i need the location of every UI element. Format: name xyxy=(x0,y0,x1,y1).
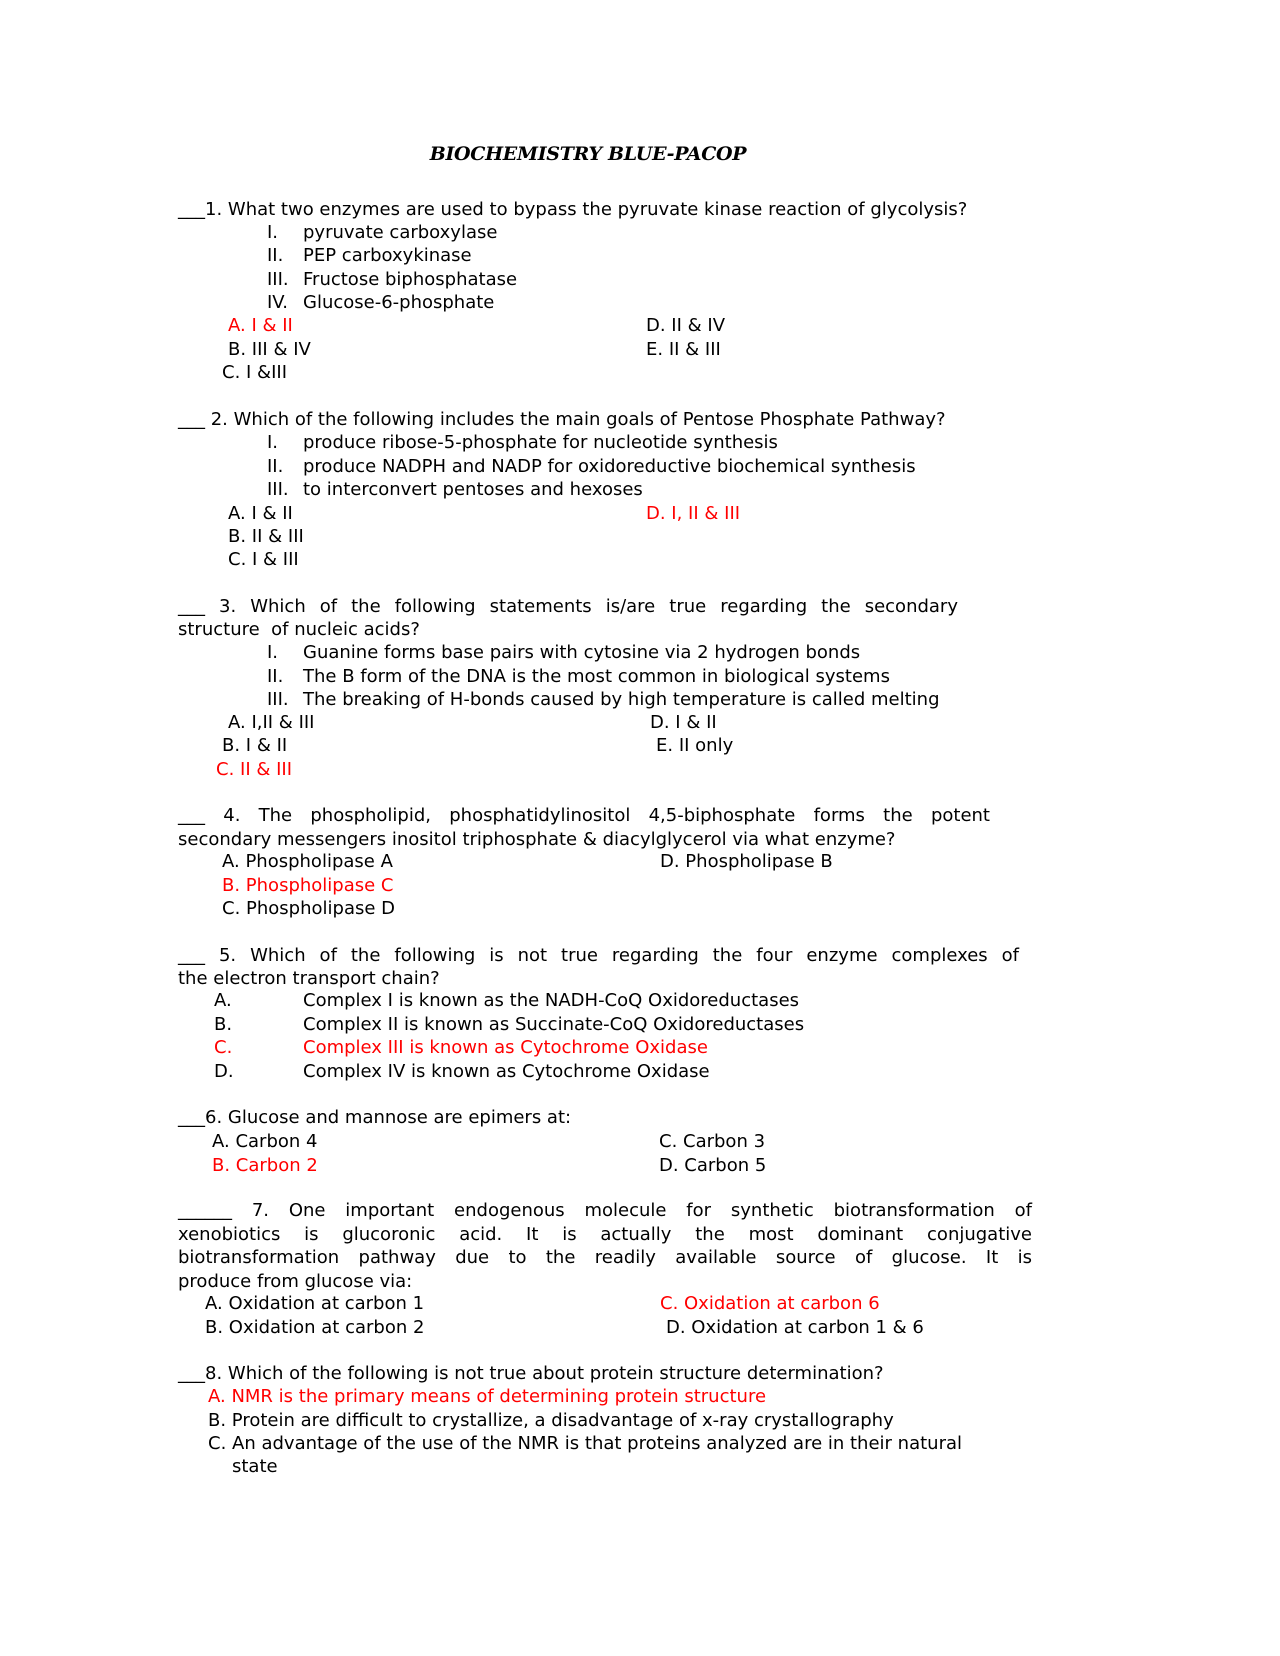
option-a-answer: A. I & II xyxy=(228,315,293,336)
item-text: produce ribose-5-phosphate for nucleotide synthesis xyxy=(303,432,778,453)
question-stem: secondary messengers inositol triphosphate & diacylglycerol via what enzyme? xyxy=(178,829,896,850)
option-a: A. Carbon 4 xyxy=(212,1131,318,1152)
question-stem: ___ 4. The phospholipid, phosphatidylinositol 4,5-biphosphate forms the potent xyxy=(178,805,990,826)
document-title: BIOCHEMISTRY BLUE-PACOP xyxy=(429,143,747,165)
question-stem: structure of nucleic acids? xyxy=(178,619,420,640)
item-text: PEP carboxykinase xyxy=(303,245,472,266)
question-stem: xenobiotics is glucoronic acid. It is actually the most dominant conjugative xyxy=(178,1224,1032,1245)
option-b: B. I & II xyxy=(222,735,288,756)
item-numeral: IV. xyxy=(267,292,289,313)
option-e: E. II only xyxy=(656,735,734,756)
question-stem: produce from glucose via: xyxy=(178,1271,413,1292)
option-a: A. I & II xyxy=(228,503,293,524)
option-d: D. I & II xyxy=(650,712,717,733)
option-e: E. II & III xyxy=(646,339,721,360)
option-a: A. Oxidation at carbon 1 xyxy=(205,1293,425,1314)
item-text: The B form of the DNA is the most common in biological systems xyxy=(303,666,890,687)
option-d: D. Oxidation at carbon 1 & 6 xyxy=(666,1317,924,1338)
item-text: pyruvate carboxylase xyxy=(303,222,498,243)
item-numeral: I. xyxy=(267,432,279,453)
option-a: A. Phospholipase A xyxy=(222,851,393,872)
item-numeral: III. xyxy=(267,269,289,290)
option-c: C. I & III xyxy=(228,549,299,570)
item-text: to interconvert pentoses and hexoses xyxy=(303,479,643,500)
option-b: B. II & III xyxy=(228,526,304,547)
item-numeral: II. xyxy=(267,456,284,477)
option-letter: D. xyxy=(214,1061,234,1082)
option-c-answer: C. Oxidation at carbon 6 xyxy=(660,1293,880,1314)
option-letter-answer: C. xyxy=(214,1037,233,1058)
item-numeral: II. xyxy=(267,245,284,266)
item-numeral: II. xyxy=(267,666,284,687)
item-text: The breaking of H-bonds caused by high temperature is called melting xyxy=(303,689,940,710)
option-a: A. I,II & III xyxy=(228,712,315,733)
option-c: C. I &III xyxy=(222,362,288,383)
option-letter: A. xyxy=(214,990,232,1011)
option-d: D. II & IV xyxy=(646,315,726,336)
option-c: C. Carbon 3 xyxy=(659,1131,766,1152)
option-c: C. Phospholipase D xyxy=(222,898,396,919)
option-c-answer: C. II & III xyxy=(216,759,293,780)
option-c-continued: state xyxy=(232,1456,278,1477)
item-text: Glucose-6-phosphate xyxy=(303,292,495,313)
question-stem: ___6. Glucose and mannose are epimers at: xyxy=(178,1107,572,1128)
item-text: produce NADPH and NADP for oxidoreductive biochemical synthesis xyxy=(303,456,916,477)
item-numeral: I. xyxy=(267,222,279,243)
question-stem: biotransformation pathway due to the readily available source of glucose. It is xyxy=(178,1247,1032,1268)
option-text: Complex IV is known as Cytochrome Oxidase xyxy=(303,1061,710,1082)
question-stem: ___ 5. Which of the following is not true regarding the four enzyme complexes of xyxy=(178,945,1019,966)
question-stem: ______ 7. One important endogenous molecule for synthetic biotransformation of xyxy=(178,1200,1032,1221)
option-b-answer: B. Carbon 2 xyxy=(212,1155,318,1176)
option-b: B. Oxidation at carbon 2 xyxy=(205,1317,425,1338)
option-a-answer: A. NMR is the primary means of determining protein structure xyxy=(208,1386,767,1407)
option-b: B. Protein are difficult to crystallize, a disadvantage of x-ray crystallography xyxy=(208,1410,894,1431)
item-text: Guanine forms base pairs with cytosine via 2 hydrogen bonds xyxy=(303,642,861,663)
option-d: D. Carbon 5 xyxy=(659,1155,767,1176)
item-numeral: III. xyxy=(267,689,289,710)
option-text-answer: Complex III is known as Cytochrome Oxidase xyxy=(303,1037,708,1058)
question-stem: ___ 2. Which of the following includes the main goals of Pentose Phosphate Pathway? xyxy=(178,409,946,430)
option-b: B. III & IV xyxy=(228,339,311,360)
question-stem: ___ 3. Which of the following statements is/are true regarding the secondary xyxy=(178,596,958,617)
question-stem: ___1. What two enzymes are used to bypass the pyruvate kinase reaction of glycolysis? xyxy=(178,199,968,220)
option-b-answer: B. Phospholipase C xyxy=(222,875,394,896)
item-numeral: III. xyxy=(267,479,289,500)
item-numeral: I. xyxy=(267,642,279,663)
option-c: C. An advantage of the use of the NMR is that proteins analyzed are in their natural xyxy=(208,1433,962,1454)
question-stem: ___8. Which of the following is not true about protein structure determination? xyxy=(178,1363,884,1384)
option-d-answer: D. I, II & III xyxy=(646,503,741,524)
option-d: D. Phospholipase B xyxy=(660,851,833,872)
option-text: Complex II is known as Succinate-CoQ Oxidoreductases xyxy=(303,1014,805,1035)
item-text: Fructose biphosphatase xyxy=(303,269,518,290)
option-letter: B. xyxy=(214,1014,233,1035)
option-text: Complex I is known as the NADH-CoQ Oxidoreductases xyxy=(303,990,800,1011)
question-stem: the electron transport chain? xyxy=(178,968,440,989)
